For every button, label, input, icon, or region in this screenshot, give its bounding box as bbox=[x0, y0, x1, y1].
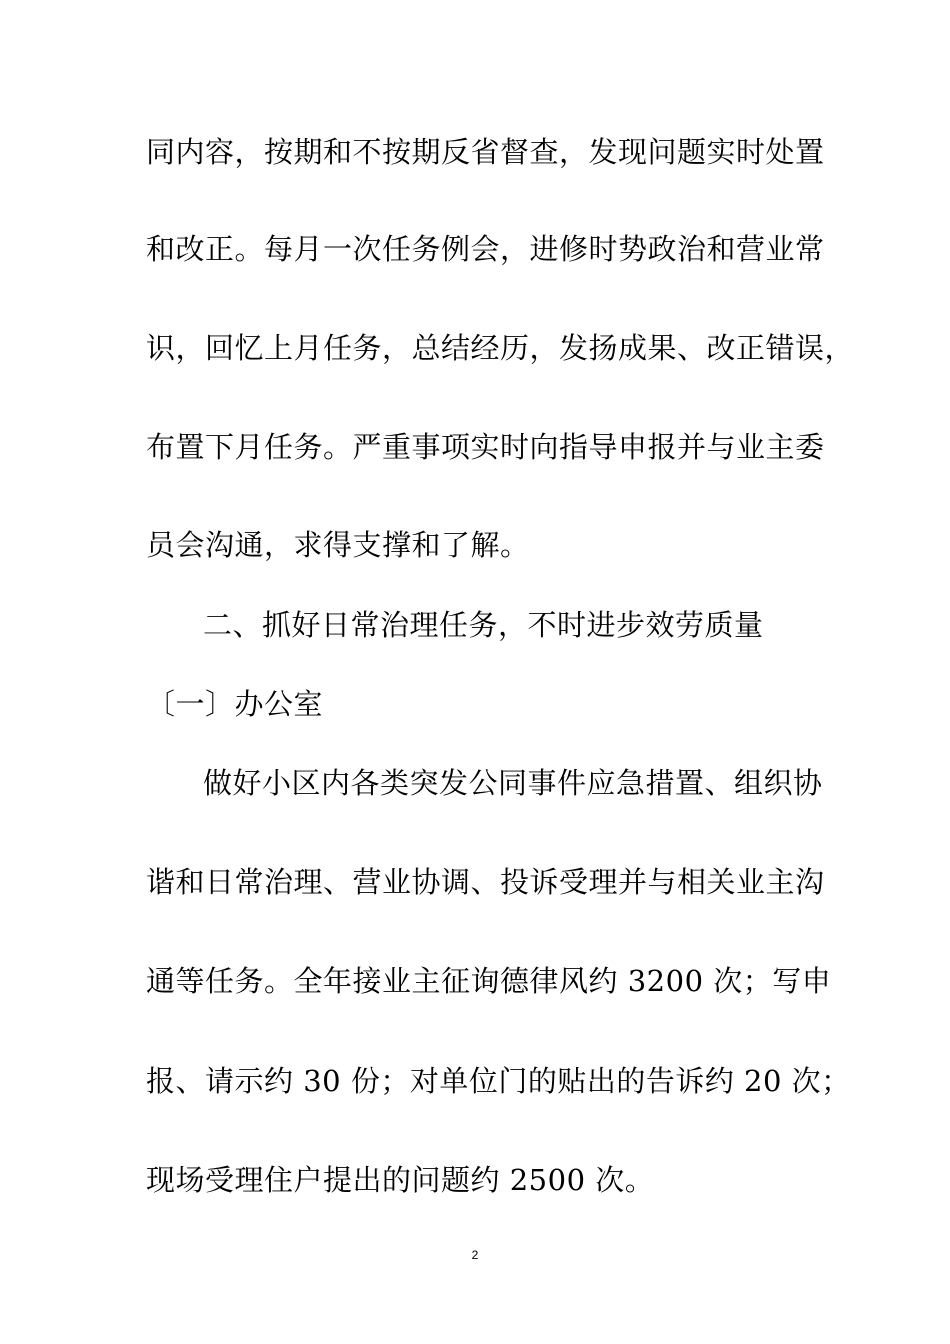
subsection-heading: 〔一〕办公室 bbox=[146, 687, 324, 721]
paragraph-1-line-5: 员会沟通，求得支撑和了解。 bbox=[146, 528, 530, 562]
paragraph-1-line-4: 布置下月任务。严重事项实时向指导申报并与业主委 bbox=[146, 430, 825, 464]
paragraph-2-line-4: 报、请示约 30 份；对单位门的贴出的告诉约 20 次； bbox=[146, 1064, 851, 1098]
paragraph-2-line-3: 通等任务。全年接业主征询德律风约 3200 次；写申 bbox=[146, 964, 832, 998]
section-heading: 二、抓好日常治理任务，不时进步效劳质量 bbox=[203, 608, 764, 642]
paragraph-2-line-2: 谐和日常治理、营业协调、投诉受理并与相关业主沟 bbox=[146, 865, 825, 899]
paragraph-1-line-1: 同内容，按期和不按期反省督查，发现问题实时处置 bbox=[146, 135, 825, 169]
paragraph-1-line-2: 和改正。每月一次任务例会，进修时势政治和营业常 bbox=[146, 232, 825, 266]
paragraph-2-line-5: 现场受理住户提出的问题约 2500 次。 bbox=[146, 1163, 655, 1197]
paragraph-1-line-3: 识，回忆上月任务，总结经历，发扬成果、改正错误， bbox=[146, 331, 855, 365]
paragraph-2-line-1: 做好小区内各类突发公同事件应急措置、组织协 bbox=[203, 766, 823, 800]
page-number: 2 bbox=[471, 1248, 479, 1262]
